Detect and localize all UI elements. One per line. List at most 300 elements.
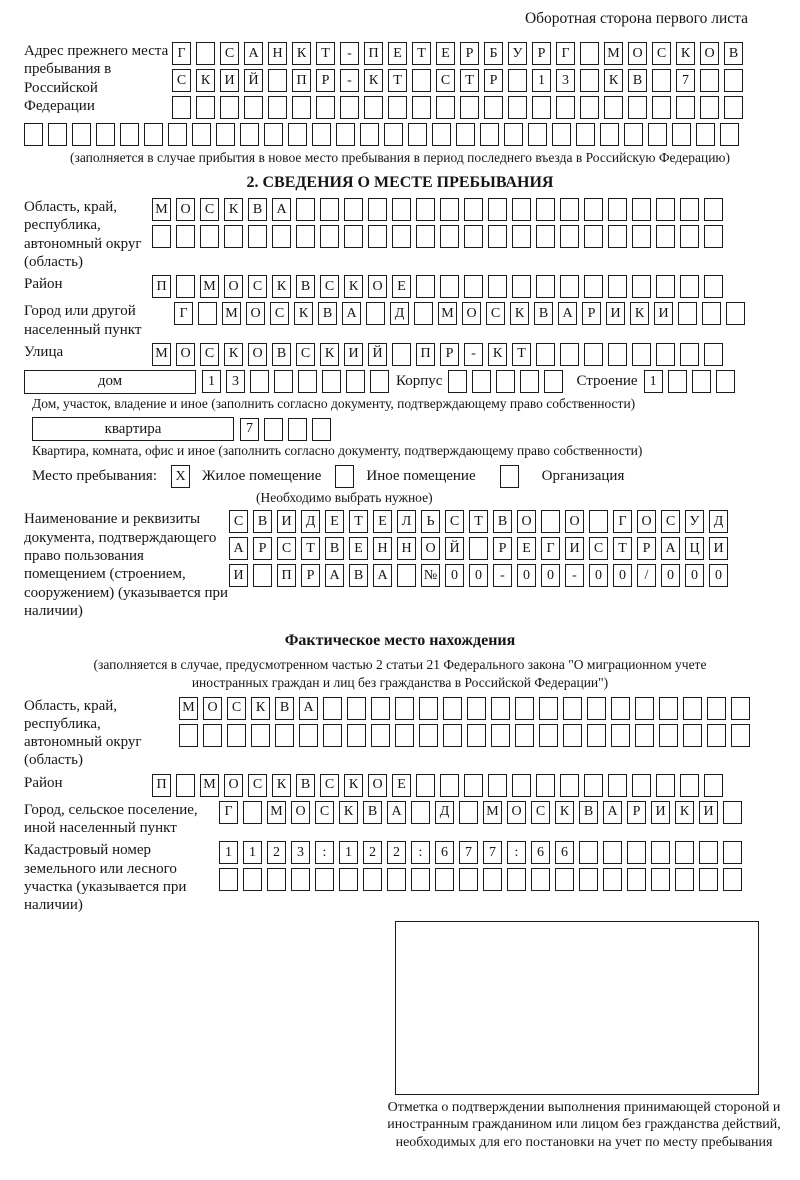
char-cell — [467, 697, 486, 720]
char-cell — [264, 123, 283, 146]
char-cell — [656, 198, 675, 221]
char-cell — [504, 123, 523, 146]
char-row — [219, 801, 747, 824]
char-cell — [704, 275, 723, 298]
char-cell: В — [628, 69, 647, 92]
char-cell: А — [558, 302, 577, 325]
char-cell — [368, 225, 387, 248]
char-cell — [363, 868, 382, 891]
char-cell: В — [579, 801, 598, 824]
char-cell: К — [604, 69, 623, 92]
char-cell: Д — [390, 302, 409, 325]
char-cell — [508, 69, 527, 92]
char-cell: 0 — [661, 564, 680, 587]
char-cell: В — [318, 302, 337, 325]
stay-type-option-other-label: Иное помещение — [366, 468, 476, 485]
char-cell: - — [565, 564, 584, 587]
char-cell — [704, 774, 723, 797]
char-cell — [368, 198, 387, 221]
char-cell — [700, 69, 719, 92]
char-cell — [176, 275, 195, 298]
char-cell — [220, 96, 239, 119]
char-cell: С — [229, 510, 248, 533]
char-cell: К — [251, 697, 270, 720]
char-cell — [731, 724, 750, 747]
char-cell: С — [589, 537, 608, 560]
char-cell: П — [152, 774, 171, 797]
char-cell — [411, 868, 430, 891]
char-cell — [584, 774, 603, 797]
char-row — [152, 774, 728, 797]
char-cell — [579, 841, 598, 864]
char-cell — [483, 868, 502, 891]
char-cell — [600, 123, 619, 146]
char-cell — [528, 123, 547, 146]
char-cell — [675, 868, 694, 891]
char-cell: 3 — [556, 69, 575, 92]
char-cell: Ц — [685, 537, 704, 560]
char-cell: Й — [445, 537, 464, 560]
char-cell: Г — [541, 537, 560, 560]
char-cell — [411, 801, 430, 824]
char-row — [172, 69, 748, 92]
char-cell — [152, 225, 171, 248]
char-cell: Е — [349, 537, 368, 560]
char-cell: М — [222, 302, 241, 325]
char-cell — [412, 96, 431, 119]
char-cell: С — [661, 510, 680, 533]
char-cell: Р — [301, 564, 320, 587]
char-cell: Г — [556, 42, 575, 65]
char-cell: М — [438, 302, 457, 325]
char-cell: 0 — [469, 564, 488, 587]
char-cell: К — [294, 302, 313, 325]
char-cell — [635, 697, 654, 720]
char-cell — [469, 537, 488, 560]
char-cell — [632, 198, 651, 221]
char-cell — [192, 123, 211, 146]
char-row — [229, 537, 733, 560]
char-cell — [531, 868, 550, 891]
char-cell — [370, 370, 389, 393]
char-cell — [704, 225, 723, 248]
char-cell: К — [364, 69, 383, 92]
char-cell: О — [368, 275, 387, 298]
char-cell: С — [296, 343, 315, 366]
char-cell — [651, 841, 670, 864]
char-cell: Т — [512, 343, 531, 366]
char-cell — [699, 868, 718, 891]
char-cell — [555, 868, 574, 891]
char-cell — [603, 868, 622, 891]
char-cell — [176, 225, 195, 248]
char-cell — [464, 225, 483, 248]
char-cell: 7 — [240, 418, 259, 441]
char-cell: Г — [219, 801, 238, 824]
char-cell — [659, 697, 678, 720]
field-actual-region — [24, 697, 776, 770]
char-cell — [440, 774, 459, 797]
char-cell — [628, 96, 647, 119]
char-cell — [544, 370, 563, 393]
char-cell — [680, 225, 699, 248]
char-cell: 1 — [644, 370, 663, 393]
char-cell — [392, 343, 411, 366]
char-cell: Д — [301, 510, 320, 533]
char-cell — [274, 370, 293, 393]
char-cell: К — [339, 801, 358, 824]
char-cell — [96, 123, 115, 146]
char-cell: К — [555, 801, 574, 824]
char-cell — [508, 96, 527, 119]
char-cell: Д — [709, 510, 728, 533]
char-cell — [292, 96, 311, 119]
char-cell — [484, 96, 503, 119]
char-cell — [299, 724, 318, 747]
char-cell: В — [275, 697, 294, 720]
char-cell: Е — [392, 774, 411, 797]
char-cell: У — [685, 510, 704, 533]
char-cell: С — [436, 69, 455, 92]
char-cell: О — [224, 774, 243, 797]
apartment-row — [24, 417, 776, 441]
char-cell: И — [699, 801, 718, 824]
stay-type-checkbox-residential: X — [171, 465, 190, 488]
char-cell: 6 — [435, 841, 454, 864]
char-row — [448, 370, 568, 393]
char-cell: Т — [301, 537, 320, 560]
char-cell — [344, 198, 363, 221]
char-cell: 2 — [267, 841, 286, 864]
char-cell: К — [488, 343, 507, 366]
char-cell — [408, 123, 427, 146]
char-cell: М — [179, 697, 198, 720]
char-cell: О — [203, 697, 222, 720]
char-cell: 7 — [459, 841, 478, 864]
char-cell: А — [325, 564, 344, 587]
char-cell: Т — [613, 537, 632, 560]
stay-type-option-residential-label: Жилое помещение — [202, 468, 322, 485]
char-cell: В — [724, 42, 743, 65]
field-district — [24, 275, 776, 298]
house-row — [24, 370, 776, 394]
actual-district-label: Район — [24, 774, 63, 791]
char-cell — [200, 225, 219, 248]
char-cell — [552, 123, 571, 146]
char-cell — [198, 302, 217, 325]
char-cell: С — [445, 510, 464, 533]
char-cell: 7 — [483, 841, 502, 864]
char-cell — [459, 801, 478, 824]
char-cell: Р — [460, 42, 479, 65]
char-cell — [296, 198, 315, 221]
char-cell: К — [292, 42, 311, 65]
char-cell: И — [565, 537, 584, 560]
char-cell — [472, 370, 491, 393]
char-cell — [624, 123, 643, 146]
char-cell: - — [340, 69, 359, 92]
field-city — [24, 302, 776, 339]
char-row — [179, 697, 755, 720]
char-cell — [584, 225, 603, 248]
char-cell — [488, 774, 507, 797]
char-cell — [726, 302, 745, 325]
char-cell — [291, 868, 310, 891]
char-cell — [672, 123, 691, 146]
char-cell: Й — [244, 69, 263, 92]
char-cell: В — [248, 198, 267, 221]
char-cell — [347, 697, 366, 720]
house-box-label: дом — [24, 370, 196, 394]
char-cell: Н — [268, 42, 287, 65]
char-cell — [580, 69, 599, 92]
char-cell: И — [709, 537, 728, 560]
char-cell: С — [200, 343, 219, 366]
char-cell: И — [606, 302, 625, 325]
char-row — [229, 510, 733, 533]
char-cell — [240, 123, 259, 146]
char-cell — [696, 123, 715, 146]
char-cell — [560, 774, 579, 797]
char-cell — [656, 343, 675, 366]
char-cell: 0 — [445, 564, 464, 587]
char-cell — [120, 123, 139, 146]
char-cell: И — [229, 564, 248, 587]
char-row — [152, 225, 728, 248]
char-cell: 3 — [291, 841, 310, 864]
char-cell — [491, 724, 510, 747]
char-cell — [675, 841, 694, 864]
char-cell: С — [320, 275, 339, 298]
char-cell: 6 — [531, 841, 550, 864]
char-cell — [388, 96, 407, 119]
char-cell: Т — [349, 510, 368, 533]
char-cell — [683, 724, 702, 747]
char-cell: К — [224, 198, 243, 221]
char-cell: О — [628, 42, 647, 65]
char-cell — [563, 724, 582, 747]
char-cell: О — [246, 302, 265, 325]
char-cell: П — [152, 275, 171, 298]
char-cell — [648, 123, 667, 146]
char-cell — [480, 123, 499, 146]
char-cell — [496, 370, 515, 393]
char-cell — [395, 724, 414, 747]
char-cell — [196, 42, 215, 65]
char-cell — [576, 123, 595, 146]
char-cell — [392, 198, 411, 221]
char-cell — [604, 96, 623, 119]
char-cell — [315, 868, 334, 891]
char-cell: В — [296, 275, 315, 298]
char-cell: К — [676, 42, 695, 65]
char-cell — [603, 841, 622, 864]
char-cell — [48, 123, 67, 146]
char-cell: С — [248, 774, 267, 797]
char-cell — [440, 198, 459, 221]
previous-address-caption: (заполняется в случае прибытия в новое место пребывания в период последнего въезда в Российскую Федерацию) — [69, 150, 731, 165]
char-cell — [416, 225, 435, 248]
char-cell — [692, 370, 711, 393]
region-rows — [152, 198, 728, 248]
char-cell: - — [464, 343, 483, 366]
char-cell — [632, 343, 651, 366]
char-cell: Г — [172, 42, 191, 65]
char-cell — [440, 275, 459, 298]
char-cell — [414, 302, 433, 325]
char-cell — [587, 697, 606, 720]
char-cell — [456, 123, 475, 146]
char-cell: 1 — [202, 370, 221, 393]
char-cell — [288, 123, 307, 146]
region-label: Область, край, республика, автономный округ (область) — [24, 199, 142, 271]
char-cell: Е — [436, 42, 455, 65]
char-cell: Р — [440, 343, 459, 366]
char-cell: Р — [637, 537, 656, 560]
char-row — [172, 96, 748, 119]
char-cell: О — [637, 510, 656, 533]
char-row — [152, 198, 728, 221]
char-cell: К — [344, 275, 363, 298]
char-cell — [512, 198, 531, 221]
char-row — [229, 564, 733, 587]
apartment-caption: Квартира, комната, офис и иное (заполнить согласно документу, подтверждающему право собственности) — [32, 443, 643, 459]
char-cell — [219, 868, 238, 891]
char-cell — [632, 774, 651, 797]
confirmation-stamp-box — [395, 921, 759, 1095]
char-cell — [323, 697, 342, 720]
char-cell — [668, 370, 687, 393]
field-region — [24, 198, 776, 271]
char-cell: С — [486, 302, 505, 325]
char-cell: И — [277, 510, 296, 533]
char-cell: М — [200, 774, 219, 797]
char-cell: Е — [392, 275, 411, 298]
actual-city-label: Город, сельское поселение, иной населенный пункт — [24, 801, 198, 837]
char-cell: А — [229, 537, 248, 560]
char-cell — [707, 724, 726, 747]
char-cell — [560, 198, 579, 221]
char-cell: 0 — [685, 564, 704, 587]
char-cell — [272, 225, 291, 248]
char-cell — [683, 697, 702, 720]
char-cell — [584, 275, 603, 298]
char-cell: 0 — [541, 564, 560, 587]
char-cell — [652, 96, 671, 119]
char-cell: 0 — [709, 564, 728, 587]
char-cell: Р — [253, 537, 272, 560]
char-cell — [536, 198, 555, 221]
page-header-note: Оборотная сторона первого листа — [524, 10, 748, 27]
char-cell: П — [292, 69, 311, 92]
char-cell — [536, 275, 555, 298]
char-cell: К — [224, 343, 243, 366]
actual-region-rows — [179, 697, 755, 747]
stay-type-label: Место пребывания: — [32, 468, 157, 485]
stay-type-option-organization-label: Организация — [541, 468, 625, 485]
char-cell: И — [220, 69, 239, 92]
char-cell — [268, 69, 287, 92]
field-document — [24, 510, 776, 620]
char-cell — [448, 370, 467, 393]
char-cell — [320, 198, 339, 221]
char-cell — [556, 96, 575, 119]
char-row — [152, 343, 728, 366]
char-cell: А — [244, 42, 263, 65]
char-cell — [243, 801, 262, 824]
char-cell: С — [320, 774, 339, 797]
field-street — [24, 343, 776, 366]
char-cell — [563, 697, 582, 720]
char-cell — [731, 697, 750, 720]
char-cell: Е — [517, 537, 536, 560]
confirmation-stamp-caption: Отметка о подтверждении выполнения принимающей стороной и иностранным гражданином или лицом без гражданства действий, необходимых для его постановки на учет по месту пребывания — [387, 1099, 781, 1151]
char-cell: - — [340, 42, 359, 65]
char-cell — [584, 343, 603, 366]
char-cell — [488, 225, 507, 248]
char-cell — [392, 225, 411, 248]
char-cell — [680, 198, 699, 221]
char-cell — [268, 96, 287, 119]
char-cell: С — [248, 275, 267, 298]
char-cell: П — [364, 42, 383, 65]
char-cell — [512, 225, 531, 248]
char-row — [202, 370, 394, 393]
char-cell — [72, 123, 91, 146]
char-cell: Т — [469, 510, 488, 533]
char-cell — [584, 198, 603, 221]
char-cell — [467, 724, 486, 747]
char-cell — [652, 69, 671, 92]
char-cell — [371, 724, 390, 747]
char-cell: К — [320, 343, 339, 366]
char-row — [174, 302, 750, 325]
cadastral-label: Кадастровый номер земельного или лесного участка (указывается при наличии) — [24, 842, 187, 914]
char-cell — [539, 697, 558, 720]
char-cell — [440, 225, 459, 248]
char-cell: А — [603, 801, 622, 824]
char-cell — [275, 724, 294, 747]
char-cell — [512, 774, 531, 797]
char-cell: С — [315, 801, 334, 824]
char-row — [152, 275, 728, 298]
char-cell: Б — [484, 42, 503, 65]
char-cell: 0 — [589, 564, 608, 587]
char-cell: С — [531, 801, 550, 824]
city-label: Город или другой населенный пункт — [24, 303, 142, 338]
char-cell — [168, 123, 187, 146]
char-cell — [611, 724, 630, 747]
char-cell: - — [493, 564, 512, 587]
char-cell: : — [315, 841, 334, 864]
section2-title: 2. СВЕДЕНИЯ О МЕСТЕ ПРЕБЫВАНИЯ — [246, 174, 554, 192]
char-cell: 3 — [226, 370, 245, 393]
street-label: Улица — [24, 343, 64, 360]
char-cell — [716, 370, 735, 393]
char-cell: Р — [532, 42, 551, 65]
char-cell — [316, 96, 335, 119]
char-cell — [443, 724, 462, 747]
char-cell — [608, 343, 627, 366]
char-cell — [635, 724, 654, 747]
char-cell — [346, 370, 365, 393]
char-cell: А — [373, 564, 392, 587]
char-cell — [611, 697, 630, 720]
char-cell: Р — [316, 69, 335, 92]
document-label: Наименование и реквизиты документа, подтверждающего право пользования помещением (строением, сооружением) (указывается при наличии) — [24, 511, 229, 619]
char-cell — [312, 123, 331, 146]
char-cell — [700, 96, 719, 119]
